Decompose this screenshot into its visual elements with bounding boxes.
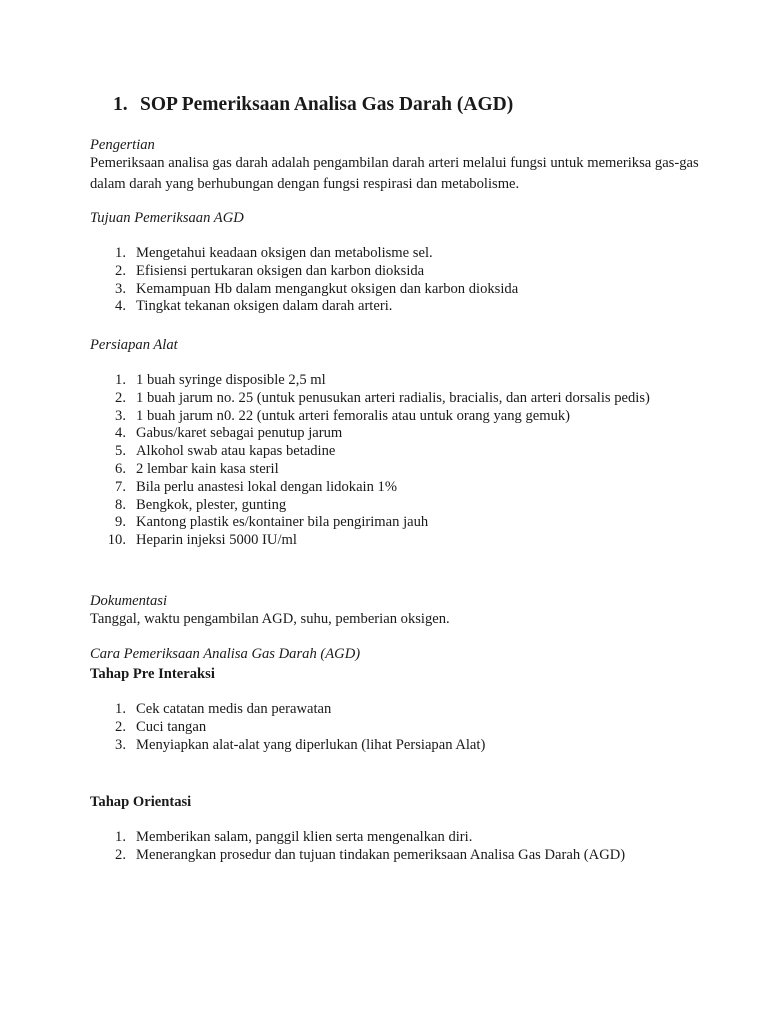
list-item xyxy=(0,281,768,299)
list-item xyxy=(0,372,768,390)
orientasi-heading: Tahap Orientasi xyxy=(90,794,192,810)
list-item-text: Alkohol swab atau kapas betadine xyxy=(136,443,336,460)
list-item-number: 5. xyxy=(115,443,126,460)
list-item xyxy=(0,497,768,515)
list-item-number: 3. xyxy=(115,736,126,753)
list-item xyxy=(0,245,768,263)
list-item-number: 8. xyxy=(115,496,126,513)
list-item-text: Cuci tangan xyxy=(136,718,207,735)
dokumentasi-heading: Dokumentasi xyxy=(90,593,168,609)
list-item-text: 1 buah syringe disposible 2,5 ml xyxy=(136,372,326,388)
tujuan-list xyxy=(0,245,768,316)
list-item-number: 7. xyxy=(115,478,126,495)
list-item-text: Gabus/karet sebagai penutup jarum xyxy=(136,425,343,442)
list-item-text: 1 buah jarum n0. 22 (untuk arteri femoralis atau untuk orang yang gemuk) xyxy=(136,407,571,424)
document-title xyxy=(113,94,513,116)
list-item-text: Menerangkan prosedur dan tujuan tindakan pemeriksaan Analisa Gas Darah (AGD) xyxy=(136,846,626,863)
list-item-number: 2. xyxy=(115,846,126,863)
list-item xyxy=(0,829,768,847)
dokumentasi-text: Tanggal, waktu pengambilan AGD, suhu, pemberian oksigen. xyxy=(90,611,450,627)
list-item-text: Cek catatan medis dan perawatan xyxy=(136,701,332,717)
list-item xyxy=(0,461,768,479)
list-item-number: 2. xyxy=(115,389,126,406)
list-item-number: 1. xyxy=(115,701,126,717)
list-item-number: 9. xyxy=(115,514,126,531)
list-item xyxy=(0,425,768,443)
list-item-text: 2 lembar kain kasa steril xyxy=(136,460,279,477)
list-item xyxy=(0,514,768,532)
list-item xyxy=(0,263,768,281)
list-item xyxy=(0,443,768,461)
list-item-text: Tingkat tekanan oksigen dalam darah arteri. xyxy=(136,298,393,315)
list-item xyxy=(0,479,768,497)
list-item-text: Bengkok, plester, gunting xyxy=(136,496,287,513)
list-item xyxy=(0,390,768,408)
list-item-number: 2. xyxy=(115,262,126,279)
list-item-number: 1. xyxy=(115,372,126,388)
list-item-text: Memberikan salam, panggil klien serta mengenalkan diri. xyxy=(136,829,473,845)
list-item-number: 3. xyxy=(115,280,126,297)
list-item xyxy=(0,532,768,550)
list-item-number: 2. xyxy=(115,718,126,735)
list-item-number: 4. xyxy=(115,425,126,442)
list-item-text: Bila perlu anastesi lokal dengan lidokain 1% xyxy=(136,478,397,495)
pengertian-paragraph: Pemeriksaan analisa gas darah adalah pengambilan darah arteri melalui fungsi untuk memeriksa gas-gas dalam darah yang berhubungan dengan fungsi respirasi dan metabolisme. xyxy=(90,155,699,192)
list-item-number: 4. xyxy=(115,298,126,315)
tujuan-heading: Tujuan Pemeriksaan AGD xyxy=(90,210,244,226)
list-item-number: 1. xyxy=(115,829,126,845)
list-item-text: Heparin injeksi 5000 IU/ml xyxy=(136,532,297,549)
pengertian-heading: Pengertian xyxy=(90,137,155,153)
list-item xyxy=(0,408,768,426)
list-item-text: Menyiapkan alat-alat yang diperlukan (lihat Persiapan Alat) xyxy=(136,736,486,753)
persiapan-heading: Persiapan Alat xyxy=(90,337,178,353)
title-number: 1. xyxy=(113,94,128,115)
list-item xyxy=(0,701,768,719)
list-item xyxy=(0,298,768,316)
list-item-text: Efisiensi pertukaran oksigen dan karbon dioksida xyxy=(136,262,425,279)
list-item-text: Kantong plastik es/kontainer bila pengiriman jauh xyxy=(136,514,429,531)
orientasi-list xyxy=(0,829,768,865)
pre-interaksi-heading: Tahap Pre Interaksi xyxy=(90,666,215,682)
list-item-text: Mengetahui keadaan oksigen dan metabolisme sel. xyxy=(136,245,433,261)
list-item xyxy=(0,847,768,865)
persiapan-list xyxy=(0,372,768,550)
title-text: SOP Pemeriksaan Analisa Gas Darah (AGD) xyxy=(140,94,514,115)
list-item-text: Kemampuan Hb dalam mengangkut oksigen dan karbon dioksida xyxy=(136,280,519,297)
pre-interaksi-list xyxy=(0,701,768,754)
list-item-number: 10. xyxy=(107,532,126,549)
list-item-number: 6. xyxy=(115,460,126,477)
list-item-text: 1 buah jarum no. 25 (untuk penusukan arteri radialis, bracialis, dan arteri dorsalis pedis) xyxy=(136,389,650,406)
list-item-number: 1. xyxy=(115,245,126,261)
list-item xyxy=(0,737,768,755)
cara-heading: Cara Pemeriksaan Analisa Gas Darah (AGD) xyxy=(90,646,361,662)
list-item-number: 3. xyxy=(115,407,126,424)
list-item xyxy=(0,719,768,737)
